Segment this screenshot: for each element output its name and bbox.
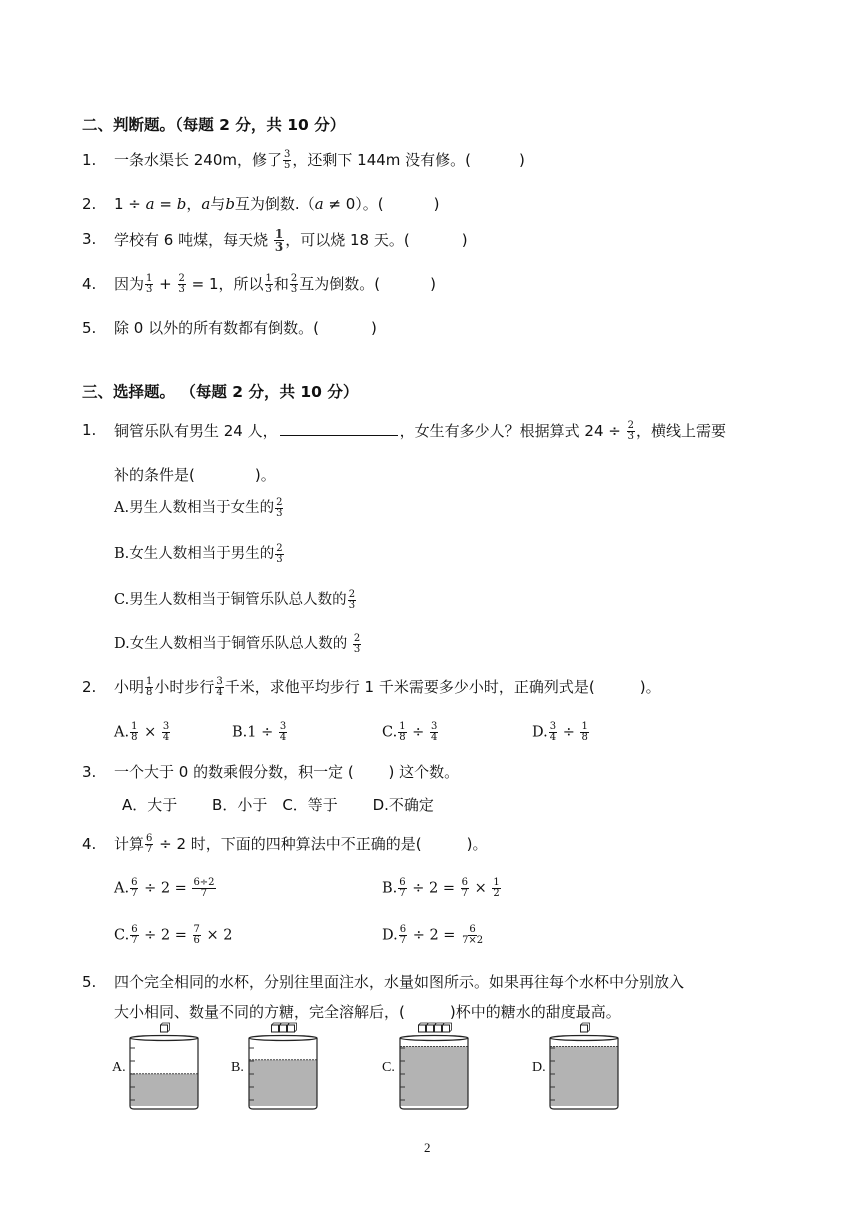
sugar-cube bbox=[280, 1025, 287, 1032]
choice-q1-option-a[interactable]: A.男生人数相当于女生的 $\frac{2}{3}$ bbox=[114, 496, 283, 519]
cup-rim bbox=[130, 1036, 198, 1041]
section-3-title: 三、选择题。 （每题 2 分，共 10 分） bbox=[82, 383, 359, 401]
sugar-cube-edge bbox=[443, 1023, 452, 1032]
judge-q2 bbox=[82, 193, 96, 215]
sugar-cube bbox=[427, 1025, 434, 1032]
sugar-cube bbox=[419, 1025, 426, 1032]
choice-q1-option-d[interactable]: D.女生人数相当于铜管乐队总人数的 $\frac{2}{3}$ bbox=[114, 632, 361, 655]
sugar-cube-edge bbox=[419, 1023, 428, 1032]
fraction: $\frac{3}{5}$ bbox=[284, 149, 291, 171]
water-fill bbox=[400, 1047, 468, 1107]
sugar-cube bbox=[443, 1025, 450, 1032]
judge-q2-text: 1 ÷ a = b，a与b互为倒数.（a ≠ 0）。( ) bbox=[114, 195, 440, 213]
page-number: 2 bbox=[424, 1140, 431, 1155]
choice-q1-option-c[interactable]: C.男生人数相当于铜管乐队总人数的 $\frac{2}{3}$ bbox=[114, 588, 356, 611]
cup-label: C. bbox=[382, 1060, 395, 1075]
cup-c bbox=[398, 1022, 470, 1116]
choice-q4-option-a[interactable]: A. $\frac{6}{7}$ ÷ 2 = $\frac{6\div 2}{7}$ bbox=[114, 877, 215, 899]
answer-paren[interactable]: ) bbox=[370, 319, 377, 337]
cup-a bbox=[128, 1022, 200, 1116]
cup-b bbox=[247, 1022, 319, 1116]
question-number: 3. bbox=[82, 763, 97, 781]
choice-q5 bbox=[82, 971, 96, 993]
question-number: 4. bbox=[82, 275, 97, 293]
q-text: ，还剩下 144m 没有修。( bbox=[292, 151, 472, 169]
choice-q4-text: 计算 $\frac{6}{7}$ ÷ 2 时，下面的四种算法中不正确的是( )。 bbox=[114, 833, 488, 855]
section-2-title: 二、判断题。（每题 2 分，共 10 分） bbox=[82, 116, 346, 134]
choice-q2-text: 小明 $\frac{1}{8}$ 小时步行 $\frac{3}{4}$ 千米，求他平均步行 1 千米需要多少小时，正确列式是( )。 bbox=[114, 676, 661, 698]
sugar-cube-edge bbox=[272, 1023, 281, 1032]
q-text: 一条水渠长 240m，修了 bbox=[114, 151, 283, 169]
question-number: 2. bbox=[82, 195, 97, 213]
judge-q5 bbox=[82, 317, 96, 339]
sugar-cube bbox=[288, 1025, 295, 1032]
cup-label: B. bbox=[231, 1060, 244, 1075]
cup-outline bbox=[130, 1038, 198, 1109]
cup-outline bbox=[249, 1038, 317, 1109]
choice-q3 bbox=[82, 761, 96, 783]
choice-q3-options[interactable]: A．大于 B．小于 C．等于 D.不确定 bbox=[122, 796, 434, 814]
answer-paren[interactable]: ) bbox=[519, 151, 525, 169]
choice-q1-option-b[interactable]: B.女生人数相当于男生的 $\frac{2}{3}$ bbox=[114, 542, 283, 565]
judge-q3 bbox=[82, 228, 96, 250]
sugar-cube-edge bbox=[435, 1023, 444, 1032]
choice-q2-option-a[interactable]: A. $\frac{1}{8}$ × $\frac{3}{4}$ bbox=[114, 721, 170, 743]
question-number: 3. bbox=[82, 230, 97, 248]
question-number: 1. bbox=[82, 151, 97, 169]
cup-label: D. bbox=[532, 1060, 546, 1075]
question-number: 1. bbox=[82, 421, 97, 439]
judge-q3-text: 学校有 6 吨煤，每天烧 $\frac{1}{3}$ ，可以烧 18 天。( ) bbox=[114, 227, 468, 254]
choice-q4 bbox=[82, 833, 96, 855]
choice-q4-option-d[interactable]: D. $\frac{6}{7}$ ÷ 2 = $\frac{6}{7\times 2}$ bbox=[382, 924, 484, 946]
judge-q1 bbox=[82, 149, 96, 171]
judge-q4 bbox=[82, 273, 96, 295]
water-fill bbox=[249, 1060, 317, 1106]
answer-paren[interactable]: ) bbox=[430, 275, 437, 293]
choice-q2-option-d[interactable]: D. $\frac{3}{4}$ ÷ $\frac{1}{8}$ bbox=[532, 721, 588, 743]
sugar-cube-edge bbox=[161, 1023, 170, 1032]
cup-label: A. bbox=[112, 1060, 126, 1075]
answer-paren[interactable]: ) bbox=[461, 231, 468, 249]
choice-q1 bbox=[82, 419, 96, 441]
water-fill bbox=[550, 1047, 618, 1107]
choice-q1-line2: 补的条件是( )。 bbox=[114, 466, 276, 484]
sugar-cube bbox=[272, 1025, 279, 1032]
sugar-cube bbox=[161, 1025, 168, 1032]
judge-q1-text bbox=[114, 149, 525, 171]
cup-outline bbox=[550, 1038, 618, 1109]
cup-rim bbox=[550, 1036, 618, 1041]
choice-q4-option-c[interactable]: C. $\frac{6}{7}$ ÷ 2 = $\frac{7}{6}$ × 2 bbox=[114, 924, 233, 946]
question-number: 5. bbox=[82, 973, 97, 991]
question-number: 5. bbox=[82, 319, 97, 337]
question-number: 2. bbox=[82, 678, 97, 696]
choice-q1-text: 铜管乐队有男生 24 人， ，女生有多少人？根据算式 24 ÷ $\frac{2}{3}$ ，横线上需要 bbox=[114, 420, 726, 442]
sugar-cube-edge bbox=[280, 1023, 289, 1032]
answer-paren[interactable]: ) bbox=[433, 195, 440, 213]
cup-rim bbox=[249, 1036, 317, 1041]
cup-outline bbox=[400, 1038, 468, 1109]
sugar-cube-edge bbox=[581, 1023, 590, 1032]
choice-q5-line1: 四个完全相同的水杯，分别往里面注水，水量如图所示。如果再往每个水杯中分别放入 bbox=[114, 973, 685, 991]
water-fill bbox=[130, 1074, 198, 1106]
question-number: 4. bbox=[82, 835, 97, 853]
choice-q4-option-b[interactable]: B. $\frac{6}{7}$ ÷ 2 = $\frac{6}{7}$ × $\frac{1}{2}$ bbox=[382, 877, 500, 899]
judge-q4-text: 因为 $\frac{1}{3}$ + $\frac{2}{3}$ = 1，所以 $\frac{1}{3}$ 和 $\frac{2}{3}$ 互为倒数。( ) bbox=[114, 273, 437, 295]
judge-q5-text: 除 0 以外的所有数都有倒数。( ) bbox=[114, 319, 377, 337]
cup-rim bbox=[400, 1036, 468, 1041]
choice-q5-line2: 大小相同、数量不同的方糖，完全溶解后，( )杯中的糖水的甜度最高。 bbox=[114, 1003, 621, 1021]
sugar-cube bbox=[435, 1025, 442, 1032]
choice-q2-option-c[interactable]: C. $\frac{1}{8}$ ÷ $\frac{3}{4}$ bbox=[382, 721, 438, 743]
cup-d bbox=[548, 1022, 620, 1116]
choice-q3-text: 一个大于 0 的数乘假分数，积一定 ( ) 这个数。 bbox=[114, 763, 460, 781]
choice-q2 bbox=[82, 676, 96, 698]
sugar-cube-edge bbox=[288, 1023, 297, 1032]
sugar-cube bbox=[581, 1025, 588, 1032]
choice-q2-option-b[interactable]: B.1 ÷ $\frac{3}{4}$ bbox=[232, 721, 287, 743]
fraction: $\frac{1}{3}$ bbox=[274, 227, 284, 254]
fill-blank[interactable] bbox=[280, 419, 398, 436]
sugar-cube-edge bbox=[427, 1023, 436, 1032]
